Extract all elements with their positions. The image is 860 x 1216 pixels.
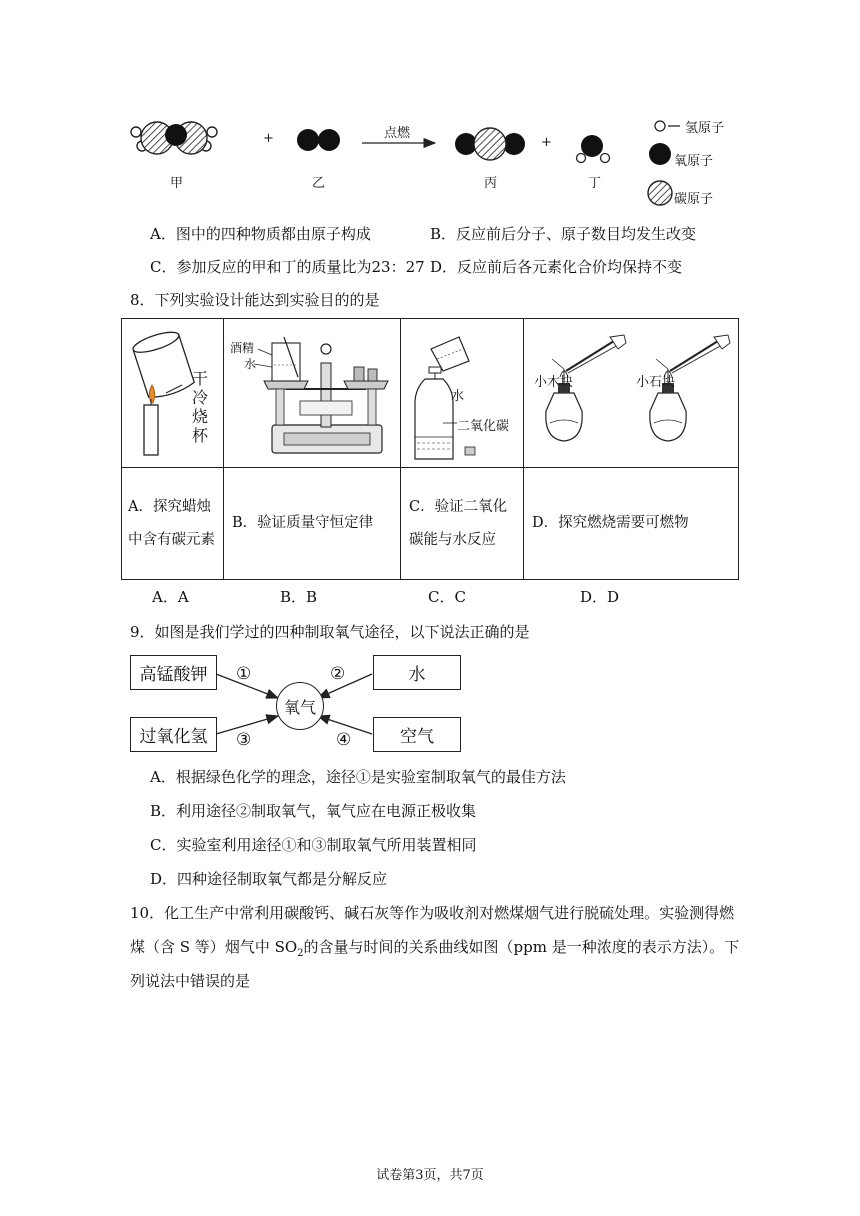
q7-option-a[interactable]: A．图中的四种物质都由原子构成 bbox=[150, 225, 371, 243]
cell-b: B．验证质量守恒定律 bbox=[224, 468, 401, 580]
label-bing: 丙 bbox=[484, 176, 498, 191]
q8-stem: 8．下列实验设计能达到实验目的的是 bbox=[130, 291, 380, 309]
q8-choice-a[interactable]: A．A bbox=[152, 588, 189, 606]
figure-c-cell bbox=[401, 319, 524, 468]
q9-option-b[interactable]: B．利用途径②制取氧气，氧气应在电源正极收集 bbox=[150, 802, 477, 820]
route-num-2: ② bbox=[330, 664, 346, 684]
circle-oxygen: 氧气 bbox=[276, 682, 324, 730]
label-alcohol: 酒精 bbox=[230, 341, 255, 355]
molecule-bing bbox=[455, 128, 525, 160]
q9-option-d[interactable]: D．四种途径制取氧气都是分解反应 bbox=[150, 870, 388, 888]
q8-choice-d[interactable]: D．D bbox=[580, 588, 620, 606]
q9-option-c[interactable]: C．实验室利用途径①和③制取氧气所用装置相同 bbox=[150, 836, 477, 854]
box-kmno4: 高锰酸钾 bbox=[130, 655, 217, 690]
label-jia: 甲 bbox=[170, 176, 184, 191]
molecule-yi bbox=[297, 129, 340, 151]
box-h2o2: 过氧化氢 bbox=[130, 717, 217, 752]
box-water: 水 bbox=[373, 655, 461, 690]
molecule-ding bbox=[577, 135, 610, 163]
label-ding: 丁 bbox=[588, 176, 602, 191]
q7-option-d[interactable]: D．反应前后各元素化合价均保持不变 bbox=[430, 258, 683, 276]
label-cold-beaker: 干冷烧杯 bbox=[192, 369, 209, 445]
q10-line-1: 10．化工生产中常利用碳酸钙、碱石灰等作为吸收剂对燃煤烟气进行脱硫处理。实验测得燃 bbox=[130, 904, 735, 922]
arrow-label: 点燃 bbox=[384, 126, 411, 141]
label-co2: 二氧化碳 bbox=[457, 419, 510, 434]
cell-d: D．探究燃烧需要可燃物 bbox=[524, 468, 739, 580]
label-water-c: 水 bbox=[451, 389, 465, 404]
route-num-3: ③ bbox=[236, 730, 252, 750]
lamps-figure bbox=[524, 319, 740, 465]
legend-carbon: 碳原子 bbox=[674, 192, 714, 207]
cell-c: C．验证二氧化碳能与水反应 bbox=[401, 468, 524, 580]
q10-line-2: 煤（含 S 等）烟气中 $SO_2$的含量与时间的关系曲线如图（ppm 是一种浓度的表示方法）。下 bbox=[130, 938, 740, 959]
q9-option-a[interactable]: A．根据绿色化学的理念，途径①是实验室制取氧气的最佳方法 bbox=[150, 768, 566, 786]
label-water-b: 水 bbox=[244, 357, 257, 371]
q7-option-c[interactable]: C．参加反应的甲和丁的质量比为23：27 bbox=[150, 258, 425, 276]
box-air: 空气 bbox=[373, 717, 461, 752]
cell-a: A．探究蜡烛中含有碳元素 bbox=[122, 468, 224, 580]
plus-sign-1: + bbox=[263, 131, 274, 146]
label-wood: 小木块 bbox=[534, 375, 574, 390]
q8-choice-c[interactable]: C．C bbox=[428, 588, 466, 606]
q8-choice-b[interactable]: B．B bbox=[280, 588, 318, 606]
plus-sign-2: + bbox=[541, 135, 552, 150]
q10-line-3: 列说法中错误的是 bbox=[130, 972, 251, 990]
q8-experiment-table bbox=[121, 318, 739, 580]
legend-oxygen: 氧原子 bbox=[674, 154, 714, 169]
figure-a-cell bbox=[122, 319, 224, 468]
page-footer: 试卷第3页，共7页 bbox=[376, 1168, 484, 1183]
q7-option-b[interactable]: B．反应前后分子、原子数目均发生改变 bbox=[430, 225, 697, 243]
label-stone: 小石块 bbox=[636, 375, 676, 390]
route-num-1: ① bbox=[236, 664, 252, 684]
figure-d-cell bbox=[524, 319, 739, 468]
q9-stem: 9．如图是我们学过的四种制取氧气途径，以下说法正确的是 bbox=[130, 623, 530, 641]
label-yi: 乙 bbox=[312, 176, 326, 191]
molecule-jia bbox=[131, 122, 217, 154]
molecules-svg bbox=[120, 108, 740, 218]
legend-hydrogen: 氢原子 bbox=[685, 121, 725, 136]
route-num-4: ④ bbox=[336, 730, 352, 750]
figure-b-cell bbox=[224, 319, 401, 468]
